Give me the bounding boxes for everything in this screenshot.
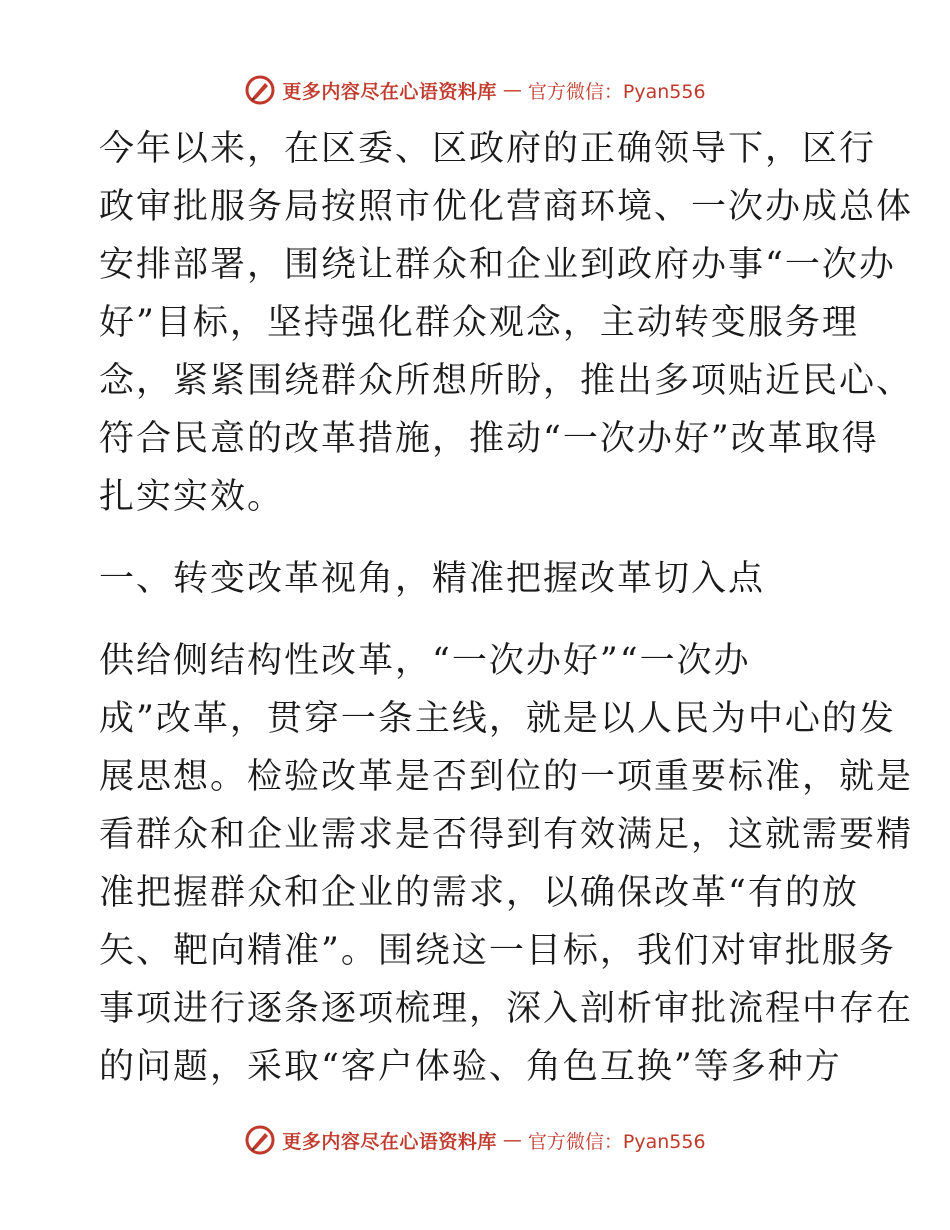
- text-line: 安排部署，围绕让群众和企业到政府办事“一次办: [99, 245, 896, 285]
- document-body: [99, 120, 914, 1096]
- text-line: 的问题，采取“客户体验、角色互换”等多种方: [99, 1047, 842, 1087]
- header-separator: —: [502, 79, 522, 101]
- text-line: 好”目标，坚持强化群众观念，主动转变服务理: [99, 303, 859, 343]
- text-line: 准把握群众和企业的需求，以确保改革“有的放: [99, 873, 859, 913]
- text-line: 成”改革，贯穿一条主线，就是以人民为中心的发: [99, 699, 896, 739]
- pen-logo-icon: [244, 1124, 276, 1156]
- section-heading: [99, 550, 859, 608]
- text-line: 今年以来，在区委、区政府的正确领导下，区行: [99, 129, 877, 169]
- footer-separator: —: [502, 1129, 522, 1151]
- pen-logo-icon: [244, 74, 276, 106]
- footer-banner: [0, 1120, 950, 1160]
- text-line: 念，紧紧围绕群众所想所盼，推出多项贴近民心、: [99, 361, 914, 401]
- header-brand: 更多内容尽在心语资料库: [282, 80, 497, 103]
- text-line: 扎实实效。: [99, 477, 285, 517]
- text-line: 看群众和企业需求是否得到有效满足，这就需要精: [99, 815, 914, 855]
- text-line: 符合民意的改革措施，推动“一次办好”改革取得: [99, 419, 879, 459]
- footer-wechat: 官方微信：Pyan556: [527, 1130, 706, 1153]
- text-line: 展思想。检验改革是否到位的一项重要标准，就是: [99, 757, 914, 797]
- header-wechat: 官方微信：Pyan556: [527, 80, 706, 103]
- text-line: 供给侧结构性改革，“一次办好”“一次办: [99, 641, 751, 681]
- paragraph-section-one: [99, 632, 914, 1096]
- heading-line: 一、转变改革视角，精准把握改革切入点: [99, 559, 766, 599]
- text-line: 矢、靶向精准”。围绕这一目标，我们对审批服务: [99, 931, 896, 971]
- text-line: 政审批服务局按照市优化营商环境、一次办成总体: [99, 187, 914, 227]
- footer-brand: 更多内容尽在心语资料库: [282, 1130, 497, 1153]
- header-banner: [0, 70, 950, 110]
- text-line: 事项进行逐条逐项梳理，深入剖析审批流程中存在: [99, 989, 914, 1029]
- paragraph-intro: [99, 120, 914, 526]
